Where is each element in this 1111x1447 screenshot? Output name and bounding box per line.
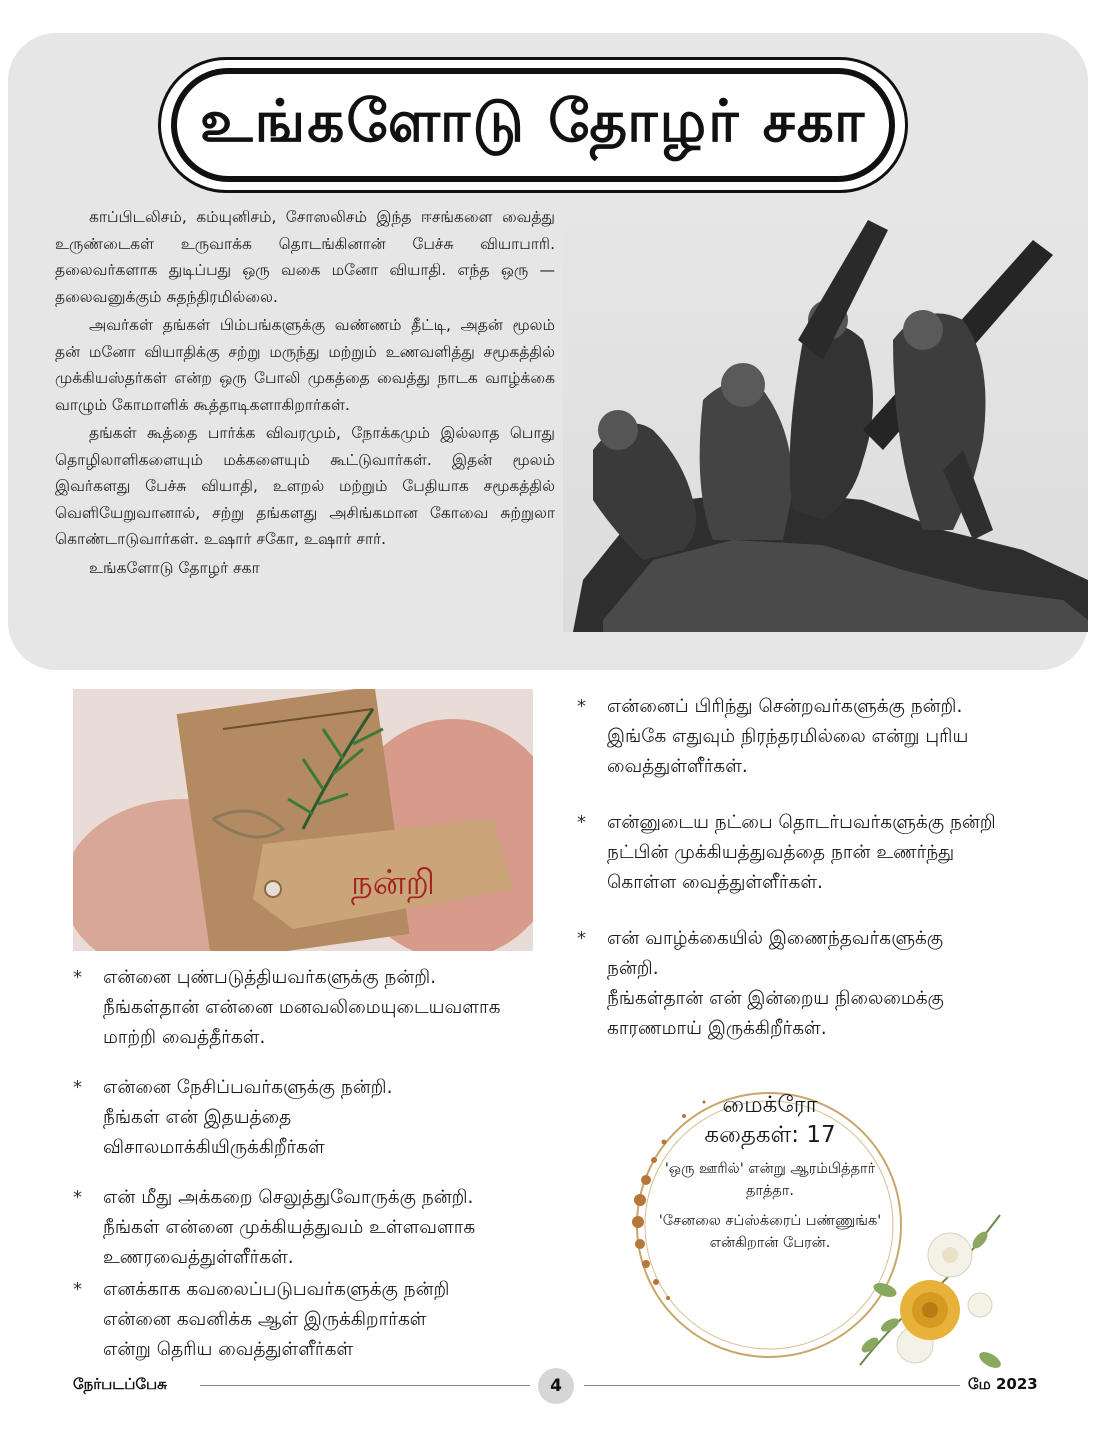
flower-decoration [840,1195,1015,1385]
article-paragraph: காப்பிடலிசம், கம்யுனிசம், சோஸலிசம் இந்த ஈசங்களை வைத்து உருண்டைகள் உருவாக்க தொடங்கினான் பேச்சு வியாபாரி. தலைவர்களாக துடிப்பது ஒரு வகை மனோ வியாதி. எந்த ஒரு — தலைவனுக்கும் சுதந்திரமில்லை. [55,208,555,306]
statue-photo [563,200,1088,632]
list-item: * என்னை நேசிப்பவர்களுக்கு நன்றி. நீங்கள் என் இதயத்தை விசாலமாக்கியிருக்கிறீர்கள் [73,1073,553,1163]
article-signature: உங்களோடு தோழர் சகா [89,558,260,577]
footer-divider [200,1385,530,1386]
magazine-name: நேர்படப்பேசு [73,1375,167,1393]
gratitude-list-right [577,692,1057,1070]
gift-photo [73,689,533,951]
footer-divider [584,1385,960,1386]
micro-story-text: 'ஒரு ஊரில்' என்று ஆரம்பித்தார் தாத்தா. 'சேனலை சப்ஸ்க்ரைப் பண்ணுங்க' என்கிறான் பேரன். [658,1161,882,1251]
title-frame [171,68,895,182]
page-number: 4 [538,1368,574,1404]
issue-date: மே 2023 [968,1375,1038,1393]
list-item: * என்னைப் பிரிந்து சென்றவர்களுக்கு நன்றி. இங்கே எதுவும் நிரந்தரமில்லை என்று புரிய வைத்துள்ளீர்கள். [577,692,1057,782]
article-paragraph: அவர்கள் தங்கள் பிம்பங்களுக்கு வண்ணம் தீட்டி, அதன் மூலம் தன் மனோ வியாதிக்கு சற்று மருந்து மற்றும் உணவளித்து சமூகத்தில் முக்கியஸ்தர்கள் என்ற ஒரு போலி முகத்தை வைத்து நாடக வாழ்க்கை வாழும் கோமாளிக் கூத்தாடிகளாகிறார்கள். [55,316,555,414]
gratitude-list-left [73,963,553,1385]
article-paragraph: தங்கள் கூத்தை பார்க்க விவரமும், நோக்கமும் இல்லாத பொது தொழிலாளிகளையும் மக்களையும் கூட்டுவார்கள். இதன் மூலம் இவர்களது பேச்சு வியாதி, உளறல் மற்றும் பேதியாக சமூகத்தில் வெளியேறுவானால், சற்று தங்களது அசிங்கமான கோவை சுற்றுலா கொண்டாடுவார்கள். உஷார் சகோ, உஷார் சார். [55,424,555,548]
list-item: * என்னுடைய நட்பை தொடர்பவர்களுக்கு நன்றி நட்பின் முக்கியத்துவத்தை நான் உணர்ந்து கொள்ள வைத்துள்ளீர்கள். [577,808,1057,898]
list-item: * என் மீது அக்கறை செலுத்துவோருக்கு நன்றி. நீங்கள் என்னை முக்கியத்துவம் உள்ளவளாக உணரவைத்துள்ளீர்கள். [73,1183,553,1273]
page-title: உங்களோடு தோழர் சகா [199,87,867,155]
editorial-article [55,204,555,583]
list-item: * என்னை புண்படுத்தியவர்களுக்கு நன்றி. நீங்கள்தான் என்னை மனவலிமையுடையவளாக மாற்றி வைத்தீர்கள். [73,963,553,1053]
micro-story-title: மைக்ரோ கதைகள்: 17 [704,1092,836,1148]
list-item: * என் வாழ்க்கையில் இணைந்தவர்களுக்கு நன்றி. நீங்கள்தான் என் இன்றைய நிலைமைக்கு காரணமாய் இருக்கிறீர்கள். [577,924,1057,1044]
list-item: * எனக்காக கவலைப்படுபவர்களுக்கு நன்றி என்னை கவனிக்க ஆள் இருக்கிறார்கள் என்று தெரிய வைத்துள்ளீர்கள் [73,1275,553,1365]
gift-tag-text: நன்றி [350,863,436,903]
